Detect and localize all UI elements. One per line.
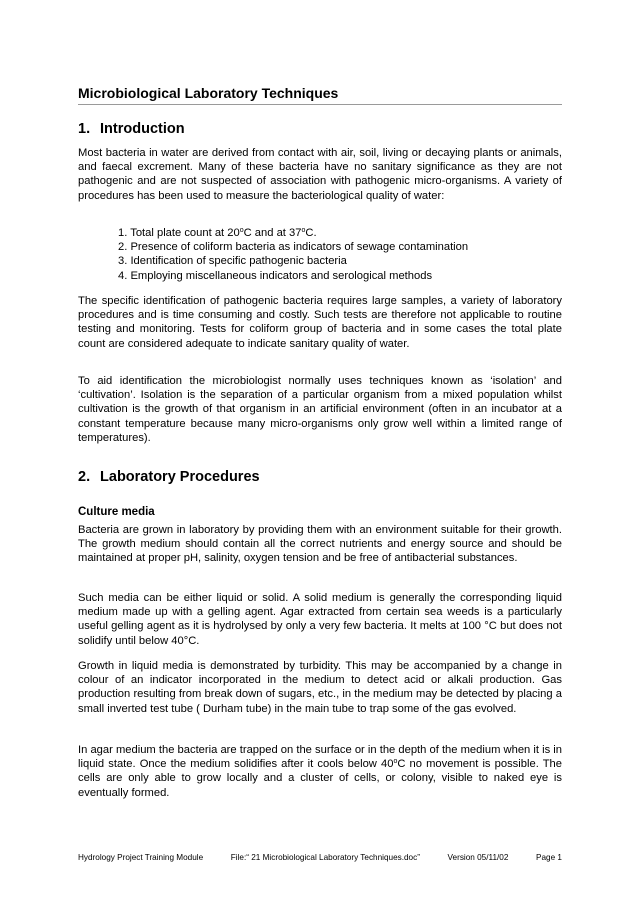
- footer-module: Hydrology Project Training Module: [78, 853, 204, 862]
- culture-paragraph-2: Such media can be either liquid or solid. A solid medium is generally the corresponding liquid medium made up with a gelling agent. Agar extracted from certain sea weeds is a particularly useful gelling agent as it is hydrolysed by only a very few bacteria. It melts at 100 °C but does not solidify until below 40°C.: [78, 592, 562, 647]
- list-item: 1. Total plate count at 20$^o$C and at 37$^o$C.: [118, 227, 317, 239]
- section-1-number: 1.: [78, 121, 91, 137]
- section-2-heading: [78, 469, 260, 485]
- page-footer: [78, 853, 562, 862]
- section-1-title: Introduction: [100, 121, 185, 137]
- test-procedures-list: [118, 226, 468, 283]
- intro-paragraph-1: Most bacteria in water are derived from contact with air, soil, living or decaying plants or animals, and faecal excrement. Many of these bacteria have no sanitary significance as they are not pathogenic and are not suspected of association with pathogenic micro-organisms. A variety of procedures has been used to measure the bacteriological quality of water:: [78, 147, 562, 202]
- section-1-heading: [78, 121, 185, 137]
- intro-paragraph-3: To aid identification the microbiologist normally uses techniques known as ‘isolation’ and ‘cultivation’. Isolation is the separation of a particular organism from a mixed population whilst cultivation is the growth of that organism in an artificial environment (often in an incubator at a constant temperature because many micro-organisms only grow well within a limited range of temperatures).: [78, 375, 562, 444]
- culture-paragraph-4: In agar medium the bacteria are trapped on the surface or in the depth of the medium when it is in liquid state. Once the medium solidifies after it cools below 40$^o$C no movement is possible. The cells are only able to grow locally and a cluster of cells, or colony, visible to naked eye is eventually formed.: [78, 744, 562, 799]
- culture-media-subheading: Culture media: [78, 506, 155, 518]
- culture-paragraph-3: Growth in liquid media is demonstrated by turbidity. This may be accompanied by a change in colour of an indicator incorporated in the medium to detect acid or alkali production. Gas production resulting from break down of sugars, etc., in the medium may be detected by placing a small inverted test tube ( Durham tube) in the main tube to trap some of the gas evolved.: [78, 660, 562, 715]
- section-2-title: Laboratory Procedures: [100, 469, 260, 485]
- section-2-number: 2.: [78, 469, 91, 485]
- footer-version: Version 05/11/02: [447, 853, 509, 862]
- culture-paragraph-1: Bacteria are grown in laboratory by providing them with an environment suitable for their growth. The growth medium should contain all the correct nutrients and energy source and should be maintained at proper pH, salinity, oxygen tension and be free of antibacterial substances.: [78, 524, 562, 565]
- document-title: Microbiological Laboratory Techniques: [78, 85, 562, 105]
- footer-page-number: Page 1: [536, 853, 562, 862]
- list-item: 3. Identification of specific pathogenic bacteria: [118, 255, 347, 268]
- footer-file: File:“ 21 Microbiological Laboratory Techniques.doc”: [230, 853, 420, 862]
- intro-paragraph-2: The specific identification of pathogenic bacteria requires large samples, a variety of laboratory procedures and is time consuming and costly. Such tests are therefore not applicable to routine testing and monitoring. Tests for coliform group of bacteria and in some cases the total plate count are considered adequate to indicate sanitary quality of water.: [78, 295, 562, 350]
- list-item: 4. Employing miscellaneous indicators and serological methods: [118, 269, 433, 282]
- list-item: 2. Presence of coliform bacteria as indicators of sewage contamination: [118, 241, 469, 254]
